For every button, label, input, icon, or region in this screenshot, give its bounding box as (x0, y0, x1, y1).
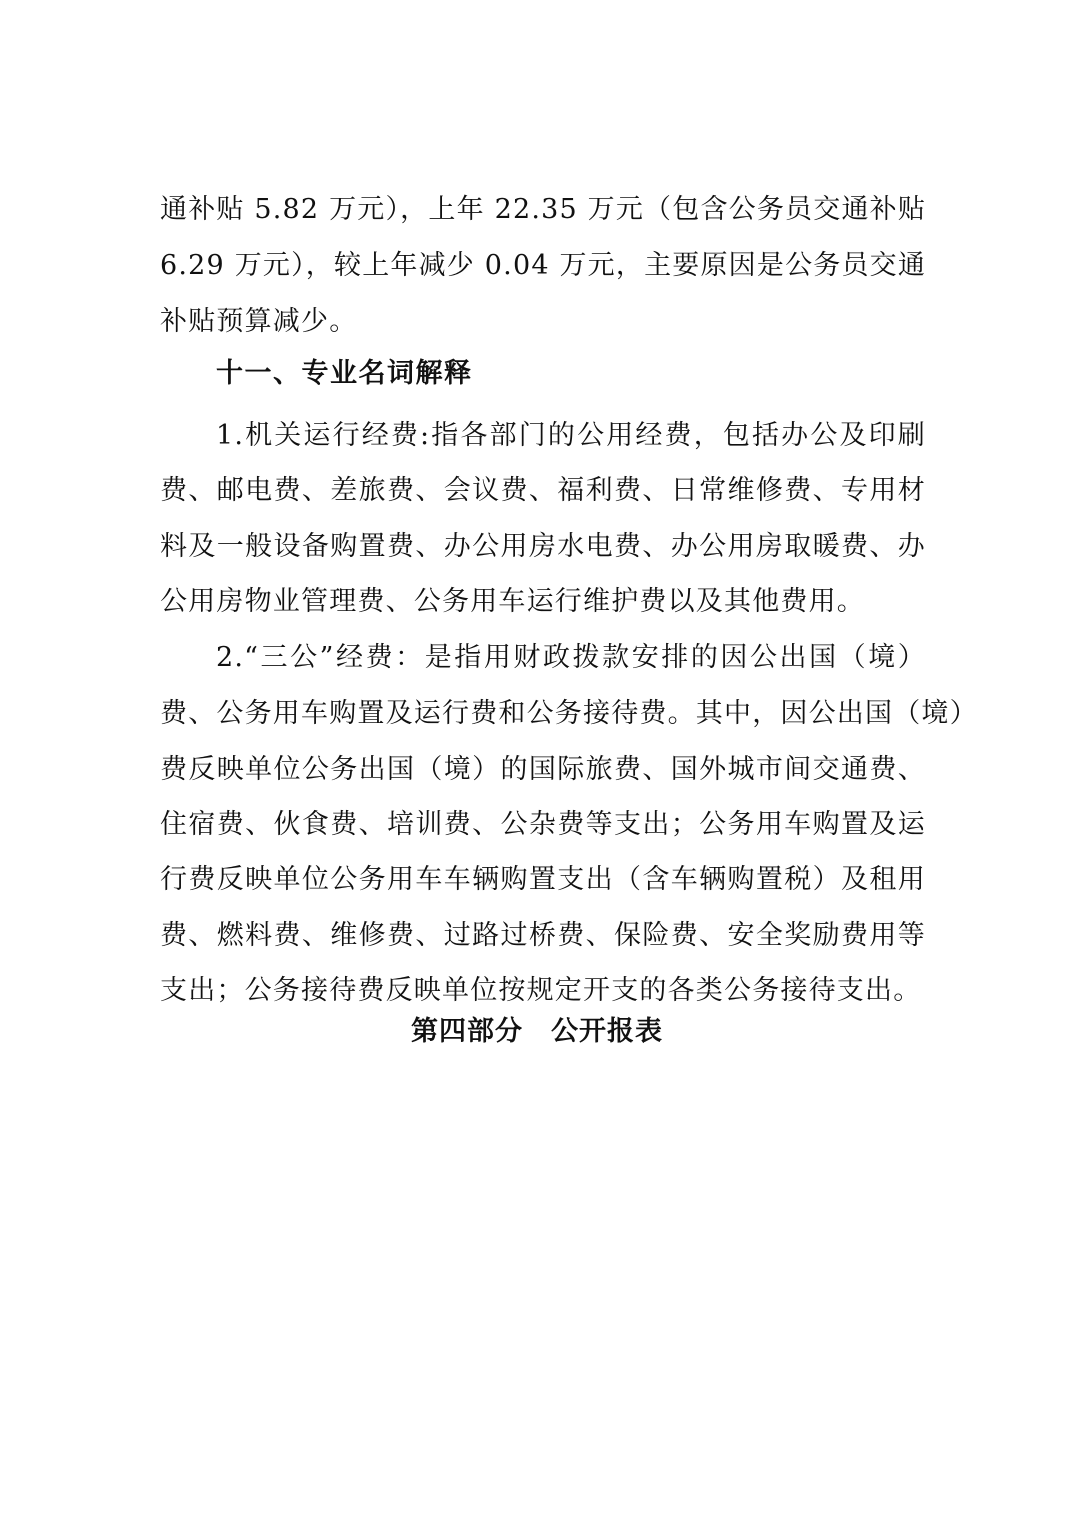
paragraph-line: 6.29 万元），较上年减少 0.04 万元，主要原因是公务员交通 (160, 250, 927, 281)
term-line: 料及一般设备购置费、办公用房水电费、办公用房取暖费、办 (160, 531, 926, 562)
term-line: 2.“三公”经费：是指用财政拨款安排的因公出国（境） (216, 642, 926, 673)
term-line: 费、邮电费、差旅费、会议费、福利费、日常维修费、专用材 (160, 475, 926, 506)
paragraph-line: 通补贴 5.82 万元），上年 22.35 万元（包含公务员交通补贴 (160, 194, 927, 225)
term-line: 行费反映单位公务用车车辆购置支出（含车辆购置税）及租用 (160, 864, 926, 895)
term-line: 费、公务用车购置及运行费和公务接待费。其中，因公出国（境） (160, 698, 978, 729)
term-line: 1.机关运行经费:指各部门的公用经费，包括办公及印刷 (216, 420, 926, 451)
paragraph-line: 补贴预算减少。 (160, 306, 358, 337)
term-line: 费反映单位公务出国（境）的国际旅费、国外城市间交通费、 (160, 754, 926, 785)
term-line: 公用房物业管理费、公务用车运行维护费以及其他费用。 (160, 586, 865, 617)
term-line: 费、燃料费、维修费、过路过桥费、保险费、安全奖励费用等 (160, 920, 926, 951)
section-heading: 十一、专业名词解释 (216, 358, 473, 389)
term-line: 住宿费、伙食费、培训费、公杂费等支出；公务用车购置及运 (160, 809, 926, 840)
term-line: 支出；公务接待费反映单位按规定开支的各类公务接待支出。 (160, 975, 922, 1006)
part-title: 第四部分 公开报表 (411, 1016, 663, 1047)
